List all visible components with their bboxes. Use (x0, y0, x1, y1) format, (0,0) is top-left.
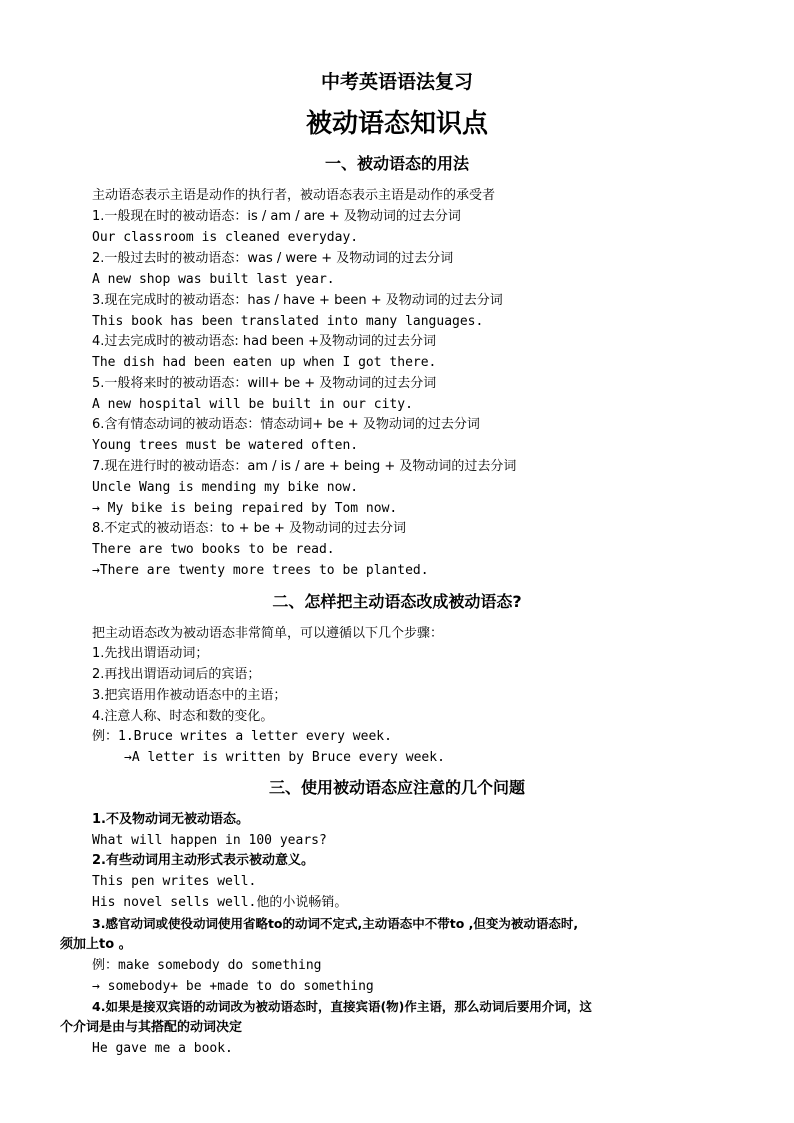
rule-line: 5.一般将来时的被动语态：will+ be + 及物动词的过去分词 (92, 376, 437, 391)
note-heading: 2.有些动词用主动形式表示被动意义。 (92, 853, 314, 868)
example-line: → somebody+ be +made to do something (92, 979, 374, 994)
example-line: 例：1.Bruce writes a letter every week. (92, 729, 392, 744)
note-heading: 4.如果是接双宾语的动词改为被动语态时，直接宾语(物)作主语，那么动词后要用介词，这 (92, 999, 592, 1014)
example-line: This pen writes well. (92, 874, 257, 889)
rule-line: 7.现在进行时的被动语态：am / is / are + being + 及物动词的过去分词 (92, 459, 517, 474)
note-heading-continued: 个介词是由与其搭配的动词决定 (60, 1020, 243, 1035)
note-heading: 1.不及物动词无被动语态。 (92, 812, 249, 827)
doc-title-course: 中考英语语法复习 (320, 71, 473, 93)
example-line: A new hospital will be built in our city. (92, 397, 413, 412)
section-heading-conversion: 二、怎样把主动语态改成被动语态? (272, 592, 522, 611)
step-line: 3.把宾语用作被动语态中的主语； (92, 688, 287, 703)
example-line: 例：make somebody do something (92, 958, 322, 973)
example-line: A new shop was built last year. (92, 272, 335, 287)
note-heading-continued: 须加上to 。 (60, 937, 132, 952)
example-line: Uncle Wang is mending my bike now. (92, 480, 359, 495)
example-line: →A letter is written by Bruce every week. (124, 750, 445, 765)
example-line: Our classroom is cleaned everyday. (92, 230, 359, 245)
section-heading-usage: 一、被动语态的用法 (324, 154, 469, 173)
example-line: Young trees must be watered often. (92, 438, 359, 453)
step-line: 4.注意人称、时态和数的变化。 (92, 709, 274, 724)
step-line: 2.再找出谓语动词后的宾语； (92, 667, 261, 682)
section-heading-notes: 三、使用被动语态应注意的几个问题 (268, 778, 525, 797)
intro-line: 把主动语态改为被动语态非常简单，可以遵循以下几个步骤： (92, 626, 444, 641)
step-line: 1.先找出谓语动词； (92, 646, 209, 661)
rule-line: 3.现在完成时的被动语态：has / have + been + 及物动词的过去分词 (92, 293, 503, 308)
rule-line: 6.含有情态动词的被动语态：情态动词+ be + 及物动词的过去分词 (92, 417, 480, 432)
example-line: He gave me a book. (92, 1041, 233, 1056)
rule-line: 8.不定式的被动语态：to + be + 及物动词的过去分词 (92, 521, 407, 536)
example-line: →There are twenty more trees to be planted. (92, 563, 429, 578)
doc-title-topic: 被动语态知识点 (305, 109, 488, 139)
rule-line: 1.一般现在时的被动语态：is / am / are + 及物动词的过去分词 (92, 209, 461, 224)
example-line: There are two books to be read. (92, 542, 335, 557)
rule-line: 2.一般过去时的被动语态：was / were + 及物动词的过去分词 (92, 251, 454, 266)
example-line: → My bike is being repaired by Tom now. (92, 501, 398, 516)
note-heading: 3.感官动词或使役动词使用省略to的动词不定式,主动语态中不带to ,但变为被动语态时, (92, 916, 579, 931)
example-line: His novel sells well.他的小说畅销。 (92, 895, 348, 910)
example-line: The dish had been eaten up when I got there. (92, 355, 437, 370)
intro-line: 主动语态表示主语是动作的执行者，被动语态表示主语是动作的承受者 (92, 188, 496, 203)
rule-line: 4.过去完成时的被动语态: had been +及物动词的过去分词 (92, 334, 437, 349)
example-line: This book has been translated into many languages. (92, 314, 484, 329)
example-line: What will happen in 100 years? (92, 833, 327, 848)
